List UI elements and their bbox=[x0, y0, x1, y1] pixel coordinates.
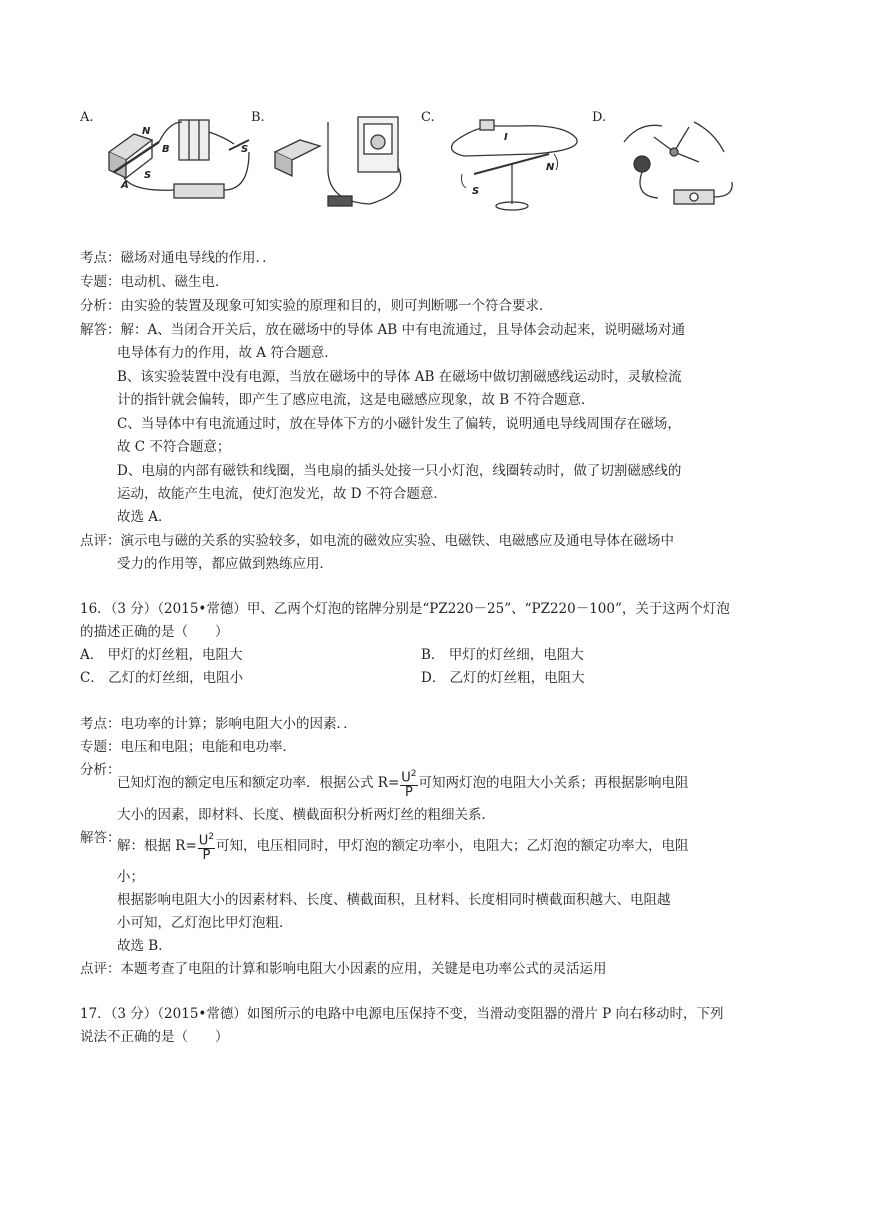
q16-fenxi-line2: 大小的因素，即材料、长度、横截面积分析两灯丝的粗细关系． bbox=[117, 807, 495, 823]
q15-jieda-line: 电导体有力的作用，故 A 符合题意． bbox=[117, 345, 338, 361]
q15-zhuanti-label: 专题： bbox=[80, 274, 121, 290]
q16-choice-c: C． 乙灯的灯丝细，电阻小 bbox=[80, 670, 244, 686]
q16-choice-b: B． 甲灯的灯丝细，电阻大 bbox=[421, 647, 584, 663]
q16-dianping-label: 点评： bbox=[80, 961, 121, 977]
svg-text:B: B bbox=[162, 144, 170, 155]
q17-stem-line: 说法不正确的是（ ） bbox=[80, 1029, 229, 1045]
q16-choice-d: D． 乙灯的灯丝粗，电阻大 bbox=[421, 670, 585, 686]
q15-jieda-line: 运动，故能产生电流，使灯泡发光，故 D 不符合题意． bbox=[117, 486, 447, 502]
figure-b-induction-experiment bbox=[270, 112, 420, 214]
q15-jieda-line: D、电扇的内部有磁铁和线圈，当电扇的插头处接一只小灯泡，线圈转动时，做了切割磁感线的 bbox=[117, 463, 682, 479]
q16-zhuanti: 电压和电阻；电能和电功率． bbox=[120, 739, 296, 755]
svg-text:A: A bbox=[121, 180, 129, 191]
q15-jieda-line: C、当导体中有电流通过时，放在导体下方的小磁针发生了偏转，说明通电导线周围存在磁场， bbox=[117, 416, 681, 432]
q17-stem-line: 17．（3 分）（2015•常德）如图所示的电路中电源电压保持不变，当滑动变阻器的滑片 P 向右移动时，下列 bbox=[80, 1006, 724, 1022]
q15-kaodian: 磁场对通电导线的作用．． bbox=[120, 250, 276, 266]
q16-zhuanti-label: 专题： bbox=[80, 739, 121, 755]
q16-jieda-first bbox=[117, 830, 689, 863]
option-a-label: A. bbox=[80, 110, 94, 125]
q16-jieda-line: 小可知，乙灯泡比甲灯泡粗． bbox=[117, 915, 293, 931]
q15-jieda-line: 故选 A． bbox=[117, 509, 172, 525]
q15-jieda-line: 计的指针就会偏转，即产生了感应电流，这是电磁感应现象，故 B 不符合题意． bbox=[117, 392, 595, 408]
q16-kaodian: 电功率的计算；影响电阻大小的因素．． bbox=[120, 716, 357, 732]
figure-a-motor-experiment bbox=[104, 112, 264, 212]
q16-stem-line: 16．（3 分）（2015•常德）甲、乙两个灯泡的铭牌分别是“PZ220－25”、“PZ220－100”，关于这两个灯泡 bbox=[80, 601, 730, 617]
svg-text:S: S bbox=[241, 144, 249, 155]
q16-kaodian-label: 考点： bbox=[80, 716, 121, 732]
svg-text:N: N bbox=[142, 126, 151, 137]
q15-dianping-line: 受力的作用等，都应做到熟练应用． bbox=[117, 556, 333, 572]
svg-text:S: S bbox=[472, 186, 480, 197]
q15-kaodian-label: 考点： bbox=[80, 250, 121, 266]
q15-fenxi: 由实验的装置及现象可知实验的原理和目的，则可判断哪一个符合要求． bbox=[120, 298, 553, 314]
figure-d-fan-generator bbox=[614, 112, 764, 214]
q16-jieda-line: 小； bbox=[117, 869, 144, 885]
q16-jieda-line: 根据影响电阻大小的因素材料、长度、横截面积，且材料、长度相同时横截面积越大、电阻越 bbox=[117, 892, 671, 908]
q15-fenxi-label: 分析： bbox=[80, 298, 121, 314]
q16-dianping: 本题考查了电阻的计算和影响电阻大小因素的应用，关键是电功率公式的灵活运用 bbox=[120, 961, 607, 977]
q16-fenxi-line bbox=[117, 767, 689, 800]
q15-jieda-line: 故 C 不符合题意； bbox=[117, 439, 231, 455]
q15-zhuanti: 电动机、磁生电． bbox=[120, 274, 229, 290]
q15-jieda-line: B、该实验装置中没有电源，当放在磁场中的导体 AB 在磁场中做切割磁感线运动时，灵敏检流 bbox=[117, 369, 682, 385]
svg-text:S: S bbox=[144, 170, 152, 181]
q15-jieda-label: 解答： bbox=[80, 322, 121, 338]
option-c-label: C. bbox=[421, 110, 435, 125]
q16-fenxi-post: 可知两灯泡的电阻大小关系；再根据影响电阻 bbox=[418, 775, 689, 792]
q15-dianping-label: 点评： bbox=[80, 533, 121, 549]
q16-choice-a: A． 甲灯的灯丝粗，电阻大 bbox=[80, 647, 243, 663]
q16-stem-line: 的描述正确的是（ ） bbox=[80, 624, 229, 640]
option-d-label: D. bbox=[592, 110, 607, 125]
q16-fenxi-pre: 已知灯泡的额定电压和额定功率．根据公式 R= bbox=[117, 775, 400, 792]
q15-jieda-line: 解：A、当闭合开关后，放在磁场中的导体 AB 中有电流通过，且导体会动起来，说明磁场对通 bbox=[120, 322, 686, 338]
figure-c-oersted-experiment bbox=[444, 112, 594, 214]
q16-jieda-post: 可知，电压相同时，甲灯泡的额定功率小，电阻大；乙灯泡的额定功率大，电阻 bbox=[216, 838, 689, 855]
formula-u2-over-p: $\frac{U^2}{P}$ bbox=[198, 832, 215, 864]
q16-jieda-pre: 解：根据 R= bbox=[117, 838, 197, 855]
svg-text:N: N bbox=[546, 162, 555, 173]
formula-u2-over-p: $\frac{U^2}{P}$ bbox=[401, 769, 417, 801]
q16-jieda-line: 故选 B． bbox=[117, 938, 172, 954]
q15-dianping-line: 演示电与磁的关系的实验较多，如电流的磁效应实验、电磁铁、电磁感应及通电导体在磁场中 bbox=[120, 533, 674, 549]
option-b-label: B. bbox=[251, 110, 265, 125]
q16-fenxi-label: 分析： bbox=[80, 762, 121, 778]
svg-text:I: I bbox=[504, 132, 508, 143]
q16-jieda-label: 解答： bbox=[80, 830, 121, 846]
